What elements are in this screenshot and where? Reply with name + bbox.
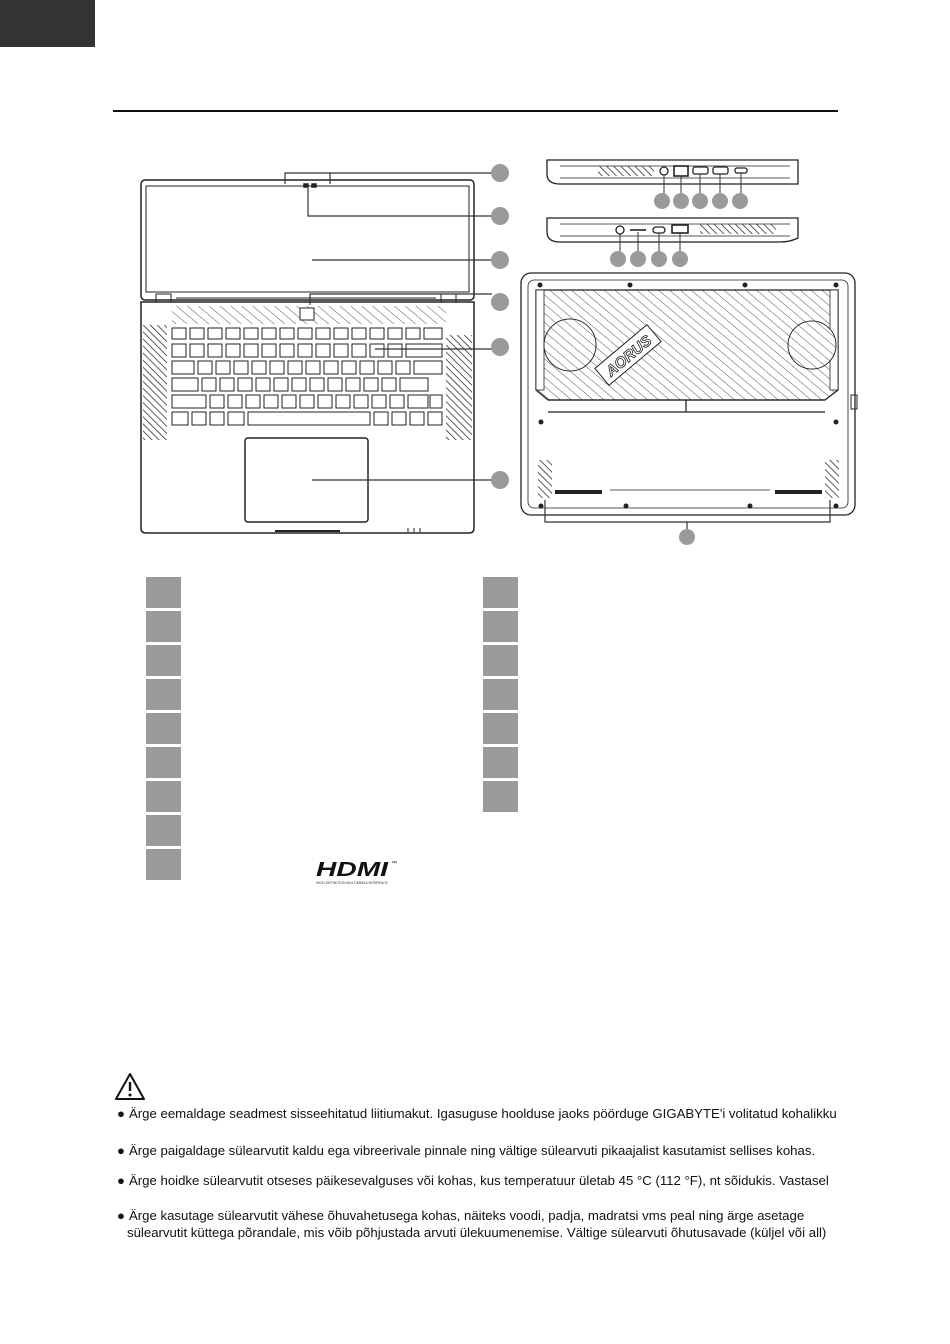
- key-row-5: [172, 395, 442, 408]
- hdmi-logo: [315, 858, 405, 888]
- key-row-4: [172, 378, 428, 391]
- warning-text: Ärge hoidke sülearvutit otseses päikesevalguses või kohas, kus temperatuur ületab 45 °C (112 °F), nt sõidukis. Vastasel: [128, 1173, 829, 1188]
- legend-box: [483, 645, 518, 676]
- bottom-callout-dot: [679, 529, 695, 545]
- key-row-6: [172, 412, 442, 425]
- bullet: ●: [117, 1173, 125, 1188]
- legend-box: [146, 611, 181, 642]
- bullet: ●: [117, 1106, 125, 1121]
- legend-box: [146, 713, 181, 744]
- key-row-2: [172, 344, 442, 357]
- legend-box: [483, 781, 518, 812]
- header-rule: [113, 110, 838, 112]
- legend-box: [483, 679, 518, 710]
- svg-text:™: ™: [391, 861, 397, 867]
- bottom-brand: AORUS: [602, 332, 656, 381]
- warning-icon: [114, 1072, 146, 1101]
- bottom-view: [521, 273, 857, 515]
- side-view-left: [547, 218, 798, 242]
- legend-box: [146, 679, 181, 710]
- warning-text: Ärge kasutage sülearvutit vähese õhuvahetusega kohas, näiteks voodi, padja, madratsi vms peal ning ärge asetage: [128, 1208, 805, 1223]
- legend-box: [146, 577, 181, 608]
- laptop-diagram: [0, 140, 950, 560]
- key-row-1: [172, 328, 442, 339]
- key-row-3: [172, 361, 442, 374]
- warning-item: [117, 1207, 826, 1241]
- bullet: ●: [117, 1143, 125, 1158]
- legend-box: [483, 747, 518, 778]
- warning-item: [117, 1105, 837, 1122]
- warning-text: Ärge paigaldage sülearvutit kaldu ega vibreerivale pinnale ning vältige sülearvuti pikaajalist kasutamist sellises kohas.: [128, 1143, 816, 1158]
- side-left-callouts: [610, 232, 688, 267]
- legend-box: [146, 645, 181, 676]
- warning-text: Ärge eemaldage seadmest sisseehitatud liitiumakut. Igasuguse hoolduse jaoks pöörduge GIGABYTE'i volitatud kohalikku: [128, 1106, 837, 1121]
- legend-box: [146, 815, 181, 846]
- front-callout-dots: [491, 164, 509, 489]
- side-view-right: [547, 160, 798, 184]
- legend-box: [483, 713, 518, 744]
- warning-text-continued: sülearvutit küttega põrandale, mis võib põhjustada arvuti ülekuumenemise. Vältige sülearvuti õhutusavade (küljel või all): [127, 1225, 827, 1240]
- legend-box: [483, 577, 518, 608]
- legend-box: [483, 611, 518, 642]
- legend-box: [146, 781, 181, 812]
- warning-item: [117, 1172, 829, 1189]
- legend-box: [146, 747, 181, 778]
- chapter-tab: [0, 0, 95, 47]
- svg-text:HIGH-DEFINITION MULTIMEDIA INT: HIGH-DEFINITION MULTIMEDIA INTERFACE: [316, 881, 388, 885]
- warning-item: [117, 1142, 815, 1159]
- bullet: ●: [117, 1208, 125, 1223]
- legend-box: [146, 849, 181, 880]
- svg-text:HDMI: HDMI: [316, 859, 389, 881]
